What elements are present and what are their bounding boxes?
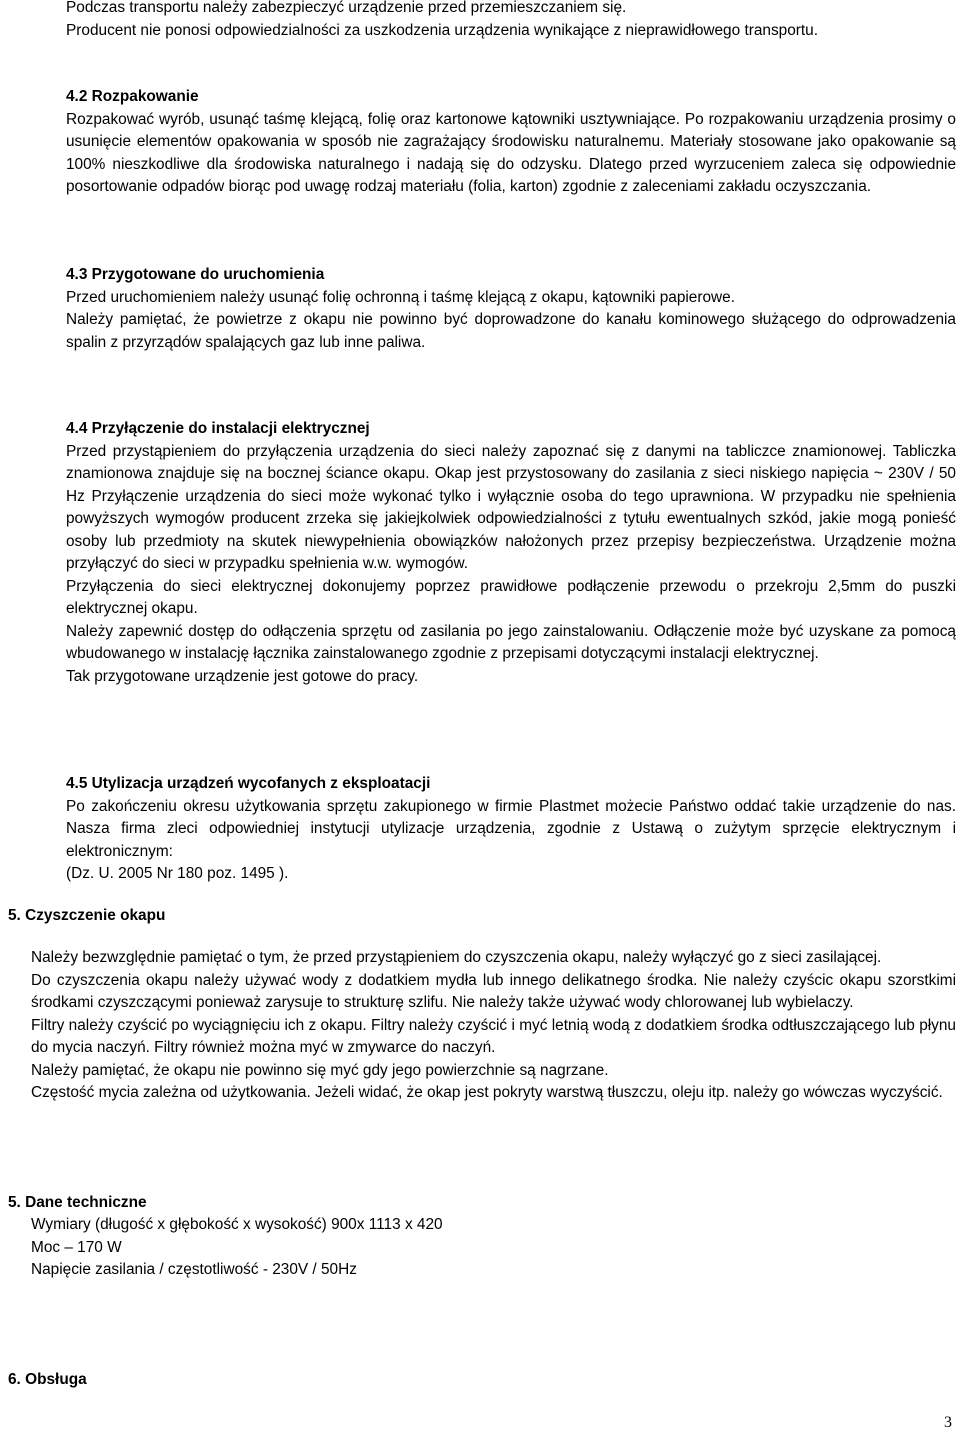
- section-4-5: [66, 773, 956, 886]
- tech-data-line: Napięcie zasilania / częstotliwość - 230V / 50Hz: [31, 1261, 357, 1278]
- section-paragraph: Należy zapewnić dostęp do odłączenia sprzętu od zasilania po jego zainstalowaniu. Odłączenie może być uzyskane za pomocą wbudowanego w instalację łącznika zainstalowanego zgodnie z przepisami dotyczącymi instalacji elektrycznej.: [66, 622, 956, 662]
- section-4-4: [66, 418, 956, 688]
- transport-line: Producent nie ponosi odpowiedzialności za uszkodzenia urządzenia wynikające z nieprawidłowego transportu.: [66, 21, 819, 39]
- section-heading: 4.4 Przyłączenie do instalacji elektrycznej: [66, 420, 370, 437]
- section-heading: 4.2 Rozpakowanie: [66, 88, 199, 105]
- section-4-3: [66, 264, 956, 354]
- section-5-heading: 5. Czyszczenie okapu: [8, 907, 166, 924]
- tech-data-line: Moc – 170 W: [31, 1238, 122, 1256]
- tech-data: [31, 1214, 956, 1282]
- section-paragraph: Należy bezwzględnie pamiętać o tym, że przed przystąpieniem do czyszczenia okapu, należy wyłączyć go z sieci zasilającej.: [31, 949, 882, 966]
- section-paragraph: Do czyszczenia okapu należy używać wody z dodatkiem mydła lub innego delikatnego środka. Nie należy czyścic okapu szorstkimi środkami czyszczącymi ponieważ zarysuje to strukturę szlifu. Nie należy także używać wody chlorowanej lub wybielaczy.: [31, 971, 956, 1011]
- section-4-2: [66, 86, 956, 199]
- page-number: 3: [944, 1414, 952, 1431]
- section-heading: 4.3 Przygotowane do uruchomienia: [66, 266, 325, 283]
- section-paragraph: Przed przystąpieniem do przyłączenia urządzenia do sieci należy zapoznać się z danymi na tabliczce znamionowej. Tabliczka znamionowa znajduje się na bocznej ściance okapu. Okap jest przystosowany do zasilania z sieci niskiego napięcia ~ 230V / 50 Hz Przyłączenie urządzenia do sieci może wykonać tylko i wyłącznie osoba do tego uprawniona. W przypadku nie spełnienia powyższych wymogów producent zrzeka się jakiejkolwiek odpowiedzialności z tytułu ewentualnych szkód, jakie mogą ponieść osoby lub przedmioty na skutek niewypełnienia obowiązków nałożonych przez przepisy bezpieczeństwa. Urządzenie można przyłączyć do sieci w przypadku spełnienia w.w. wymogów.: [66, 442, 956, 572]
- section-paragraph: Po zakończeniu okresu użytkowania sprzętu zakupionego w firmie Plastmet możecie Państwo oddać takie urządzenie do nas. Nasza firma zleci odpowiedniej instytucji utylizacje urządzenia, zgodnie z Ustawą o zużytym sprzęcie elektrycznym i elektronicznym:: [66, 797, 956, 860]
- section-paragraph: Rozpakować wyrób, usunąć taśmę klejącą, folię oraz kartonowe kątowniki usztywniające. Po rozpakowaniu urządzenia prosimy o usunięcie elementów opakowania w sposób nie zagrażający środowisku naturalnemu. Materiały stosowane jako opakowanie są 100% nieszkodliwe dla środowiska naturalnego i nadają się do odzysku. Dlatego przed wyrzuceniem zaleca się odpowiednie posortowanie odpadów biorąc pod uwagę rodzaj materiału (folia, karton) zgodnie z zaleceniami zakładu oczyszczania.: [66, 110, 956, 195]
- section-paragraph: Filtry należy czyścić po wyciągnięciu ich z okapu. Filtry należy czyścić i myć letnią wodą z dodatkiem środka odtłuszczającego lub płynu do mycia naczyń. Filtry również można myć w zmywarce do naczyń.: [31, 1016, 956, 1056]
- transport-section: [66, 0, 956, 42]
- section-5b-heading: 5. Dane techniczne: [8, 1194, 147, 1211]
- section-heading: 4.5 Utylizacja urządzeń wycofanych z eksploatacji: [66, 775, 431, 792]
- section-paragraph: Przed uruchomieniem należy usunąć folię ochronną i taśmę klejącą z okapu, kątowniki papierowe.: [66, 288, 735, 306]
- section-5-body: [31, 947, 956, 1105]
- transport-line: Podczas transportu należy zabezpieczyć urządzenie przed przemieszczaniem się.: [66, 0, 627, 16]
- section-paragraph: (Dz. U. 2005 Nr 180 poz. 1495 ).: [66, 865, 289, 882]
- section-paragraph: Tak przygotowane urządzenie jest gotowe do pracy.: [66, 667, 419, 685]
- section-6-heading: 6. Obsługa: [8, 1371, 87, 1388]
- section-paragraph: Należy pamiętać, że powietrze z okapu nie powinno być doprowadzone do kanału kominowego służącego do odprowadzenia spalin z przyrządów spalających gaz lub inne paliwa.: [66, 311, 956, 351]
- section-paragraph: Częstość mycia zależna od użytkowania. Jeżeli widać, że okap jest pokryty warstwą tłuszczu, oleju itp. należy go wówczas wyczyścić.: [31, 1084, 943, 1101]
- section-paragraph: Przyłączenia do sieci elektrycznej dokonujemy poprzez prawidłowe podłączenie przewodu o przekroju 2,5mm do puszki elektrycznej okapu.: [66, 577, 956, 617]
- section-paragraph: Należy pamiętać, że okapu nie powinno się myć gdy jego powierzchnie są nagrzane.: [31, 1061, 609, 1079]
- tech-data-line: Wymiary (długość x głębokość x wysokość) 900x 1113 x 420: [31, 1216, 443, 1233]
